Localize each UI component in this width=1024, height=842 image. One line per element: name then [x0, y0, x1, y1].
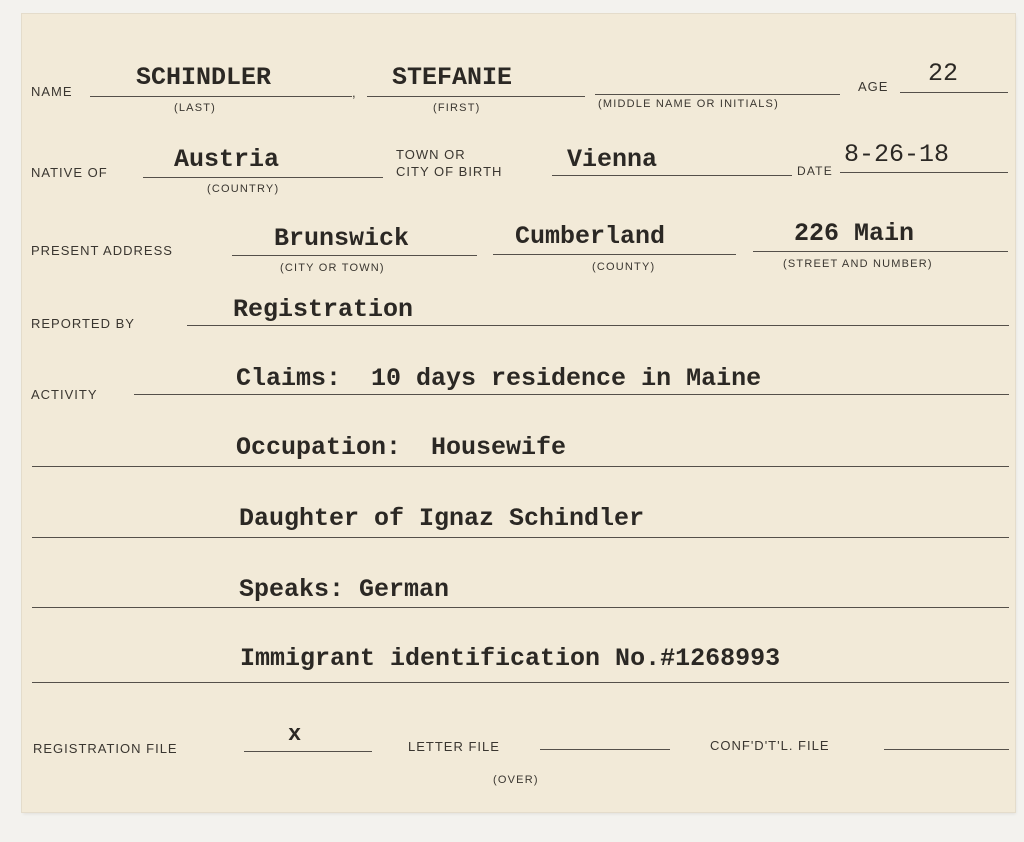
country-line	[143, 177, 383, 178]
registration-file-line	[244, 751, 372, 752]
street-value: 226 Main	[794, 219, 915, 248]
birth-date-value: 8-26-18	[844, 140, 950, 169]
letter-file-label: LETTER FILE	[408, 739, 500, 754]
activity-text-5: Immigrant identification No.#1268993	[240, 644, 781, 673]
name-label: NAME	[31, 84, 73, 99]
birth-label-line2: CITY OF BIRTH	[396, 164, 503, 179]
activity-label: ACTIVITY	[31, 387, 98, 402]
activity-line-4	[32, 607, 1009, 608]
activity-line-1	[134, 394, 1009, 395]
date-line	[840, 172, 1008, 173]
age-line	[900, 92, 1008, 93]
registration-file-label: REGISTRATION FILE	[33, 741, 178, 756]
reported-by-line	[187, 325, 1009, 326]
last-name-caption: (LAST)	[174, 102, 217, 114]
middle-name-line	[595, 94, 840, 95]
first-name-value: STEFANIE	[392, 63, 513, 92]
reported-by-label: REPORTED BY	[31, 316, 135, 331]
activity-text-2: Occupation: Housewife	[236, 433, 567, 462]
activity-text-3: Daughter of Ignaz Schindler	[239, 504, 645, 533]
birth-city-value: Vienna	[567, 145, 658, 174]
registration-file-mark: x	[288, 722, 302, 747]
activity-line-5	[32, 682, 1009, 683]
street-line	[753, 251, 1008, 252]
activity-line-3	[32, 537, 1009, 538]
over-note: (OVER)	[493, 774, 539, 786]
last-name-line	[90, 96, 352, 97]
first-name-line	[367, 96, 585, 97]
present-address-label: PRESENT ADDRESS	[31, 243, 173, 258]
county-caption: (COUNTY)	[592, 261, 656, 273]
confidential-file-label: CONF'D'T'L. FILE	[710, 738, 830, 753]
confidential-file-line	[884, 749, 1009, 750]
age-label: AGE	[858, 79, 889, 94]
activity-text-1: Claims: 10 days residence in Maine	[236, 364, 762, 393]
birth-city-line	[552, 175, 792, 176]
letter-file-line	[540, 749, 670, 750]
country-value: Austria	[174, 145, 280, 174]
native-of-label: NATIVE OF	[31, 165, 108, 180]
age-value: 22	[928, 59, 959, 88]
address-city-value: Brunswick	[274, 224, 410, 253]
first-name-caption: (FIRST)	[433, 102, 481, 114]
middle-name-caption: (MIDDLE NAME OR INITIALS)	[598, 98, 779, 110]
reported-by-value: Registration	[233, 295, 414, 324]
activity-line-2	[32, 466, 1009, 467]
name-separator: ,	[352, 85, 357, 100]
county-value: Cumberland	[515, 222, 666, 251]
street-caption: (STREET AND NUMBER)	[783, 258, 933, 270]
date-label: DATE	[797, 164, 833, 178]
registration-card	[22, 14, 1015, 812]
last-name-value: SCHINDLER	[136, 63, 272, 92]
activity-text-4: Speaks: German	[239, 575, 450, 604]
country-caption: (COUNTRY)	[207, 183, 280, 195]
address-city-caption: (CITY OR TOWN)	[280, 262, 385, 274]
address-city-line	[232, 255, 477, 256]
birth-label-line1: TOWN OR	[396, 147, 466, 162]
county-line	[493, 254, 736, 255]
